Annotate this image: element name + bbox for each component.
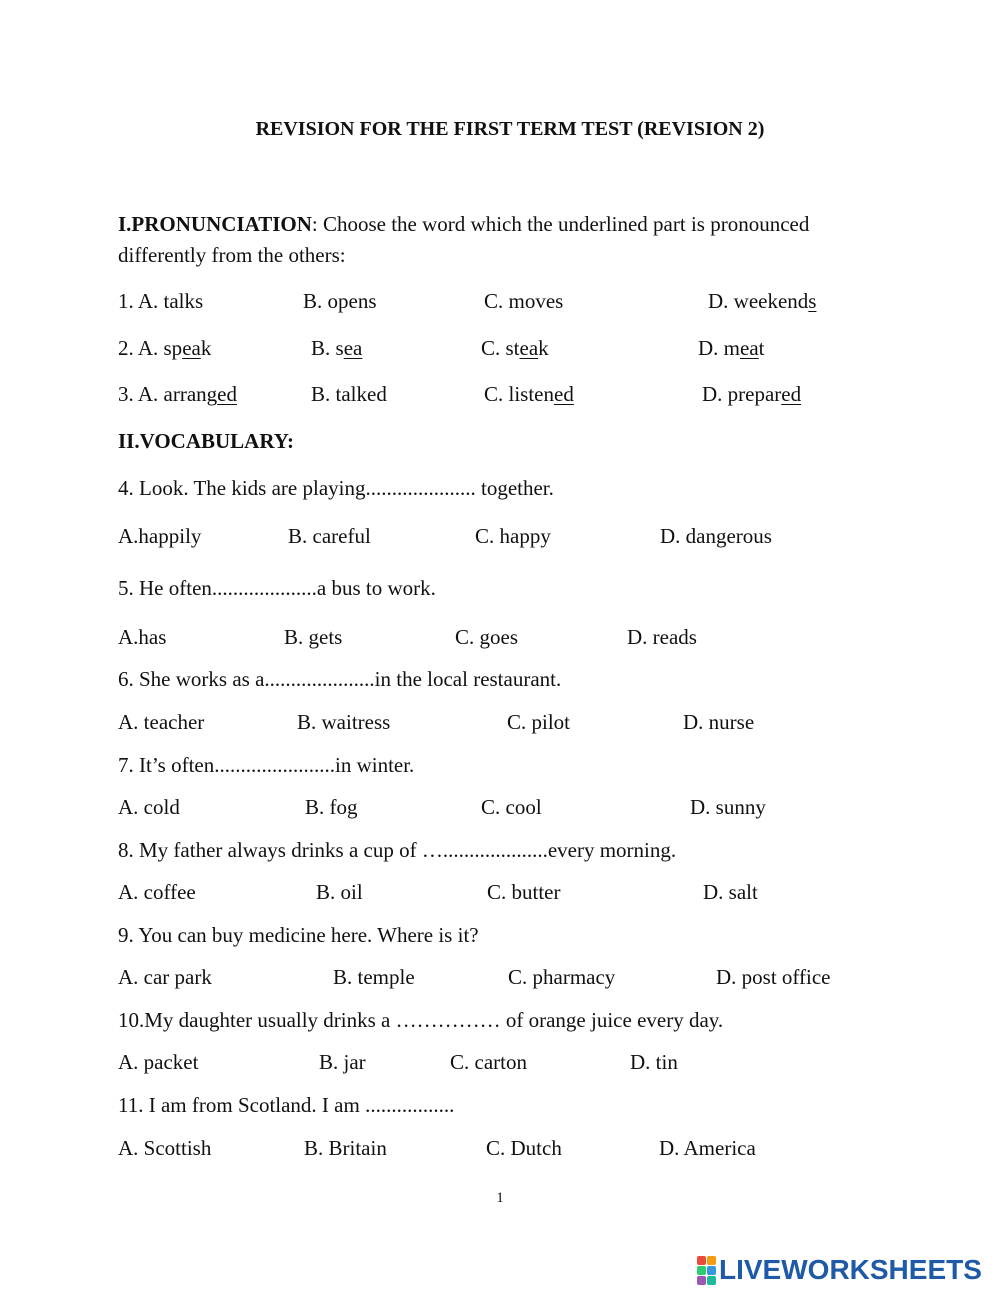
logo-block bbox=[697, 1256, 706, 1265]
q2-option-d bbox=[698, 335, 765, 361]
option-c: C. Dutch bbox=[486, 1136, 562, 1160]
logo-block bbox=[707, 1256, 716, 1265]
q3-option-b: B. talked bbox=[311, 382, 387, 406]
q2-a-underlined: ea bbox=[182, 336, 201, 360]
q3-a-underlined: ed bbox=[217, 382, 237, 406]
logo-block bbox=[697, 1276, 706, 1285]
q3-c-underlined: ed bbox=[554, 382, 574, 406]
q1-option-b: B. opens bbox=[303, 289, 377, 313]
option-d: D. reads bbox=[627, 625, 697, 649]
option-d: D. sunny bbox=[690, 795, 766, 819]
q2-b-underlined: ea bbox=[343, 336, 363, 360]
q2-c-underlined: ea bbox=[519, 336, 539, 360]
q3-option-c bbox=[484, 381, 574, 407]
page-number: 1 bbox=[496, 1190, 504, 1206]
option-a: A.has bbox=[118, 625, 167, 649]
option-a: A. car park bbox=[118, 965, 212, 989]
q2-a-post: k bbox=[200, 336, 212, 360]
pronunciation-heading: I.PRONUNCIATION bbox=[118, 212, 312, 236]
option-b: B. temple bbox=[333, 965, 415, 989]
pronunciation-instruction bbox=[118, 211, 809, 237]
q1-option-a: 1. A. talks bbox=[118, 289, 204, 313]
option-b: B. gets bbox=[284, 625, 343, 649]
page-title: REVISION FOR THE FIRST TERM TEST (REVISION 2) bbox=[255, 118, 765, 140]
q2-d-post: t bbox=[758, 336, 765, 360]
q2-option-c bbox=[481, 335, 549, 361]
option-c: C. butter bbox=[487, 880, 561, 904]
vocabulary-heading: II.VOCABULARY: bbox=[118, 429, 295, 453]
q3-d-pre: D. prepar bbox=[702, 382, 782, 406]
pronunciation-instruction-line2: differently from the others: bbox=[118, 243, 346, 267]
option-b: B. oil bbox=[316, 880, 363, 904]
option-a: A. coffee bbox=[118, 880, 196, 904]
question-stem: 9. You can buy medicine here. Where is it? bbox=[118, 923, 479, 947]
option-b: B. fog bbox=[305, 795, 358, 819]
pronunciation-instruction-line1: : Choose the word which the underlined part is pronounced bbox=[311, 212, 810, 236]
question-stem: 5. He often....................a bus to work. bbox=[118, 576, 436, 600]
question-stem: 7. It’s often.......................in winter. bbox=[118, 753, 415, 777]
q2-d-underlined: ea bbox=[740, 336, 759, 360]
option-b: B. Britain bbox=[304, 1136, 387, 1160]
q3-c-pre: C. listen bbox=[484, 382, 555, 406]
q1-option-d bbox=[708, 288, 816, 314]
option-c: C. cool bbox=[481, 795, 542, 819]
logo-block bbox=[707, 1266, 716, 1275]
q3-d-underlined: ed bbox=[781, 382, 802, 406]
q2-c-pre: C. st bbox=[481, 336, 520, 360]
option-a: A. packet bbox=[118, 1050, 199, 1074]
q1-d-text: D. weekend bbox=[708, 289, 809, 313]
option-a: A. teacher bbox=[118, 710, 205, 734]
option-a: A. Scottish bbox=[118, 1136, 212, 1160]
liveworksheets-logo-icon bbox=[697, 1256, 716, 1285]
option-d: D. post office bbox=[716, 965, 831, 989]
option-d: D. nurse bbox=[683, 710, 755, 734]
liveworksheets-brand[interactable] bbox=[697, 1255, 982, 1285]
option-d: D. salt bbox=[703, 880, 758, 904]
question-stem: 6. She works as a.....................in the local restaurant. bbox=[118, 667, 562, 691]
option-b: B. waitress bbox=[297, 710, 391, 734]
option-b: B. careful bbox=[288, 524, 371, 548]
q3-a-pre: 3. A. arrang bbox=[118, 382, 218, 406]
q1-option-c: C. moves bbox=[484, 289, 564, 313]
question-stem: 11. I am from Scotland. I am ................. bbox=[118, 1093, 455, 1117]
q2-d-pre: D. m bbox=[698, 336, 740, 360]
option-c: C. pharmacy bbox=[508, 965, 616, 989]
option-a: A.happily bbox=[118, 524, 202, 548]
option-c: C. carton bbox=[450, 1050, 527, 1074]
option-c: C. pilot bbox=[507, 710, 571, 734]
question-stem: 8. My father always drinks a cup of …....................every morning. bbox=[118, 838, 677, 862]
q1-d-underlined: s bbox=[808, 289, 817, 313]
q2-b-pre: B. s bbox=[311, 336, 344, 360]
option-d: D. dangerous bbox=[660, 524, 772, 548]
option-c: C. goes bbox=[455, 625, 518, 649]
logo-block bbox=[697, 1266, 706, 1275]
q3-option-a bbox=[118, 381, 237, 407]
option-d: D. tin bbox=[630, 1050, 678, 1074]
question-stem: 4. Look. The kids are playing..................... together. bbox=[118, 476, 554, 500]
q2-c-post: k bbox=[538, 336, 549, 360]
option-d: D. America bbox=[659, 1136, 756, 1160]
q2-option-b bbox=[311, 335, 362, 361]
option-a: A. cold bbox=[118, 795, 180, 819]
q3-option-d bbox=[702, 381, 801, 407]
logo-block bbox=[707, 1276, 716, 1285]
option-c: C. happy bbox=[475, 524, 551, 548]
q2-option-a bbox=[118, 335, 211, 361]
question-stem: 10.My daughter usually drinks a …………… of orange juice every day. bbox=[118, 1008, 724, 1032]
brand-name: LIVEWORKSHEETS bbox=[719, 1254, 982, 1285]
q2-a-pre: 2. A. sp bbox=[118, 336, 183, 360]
option-b: B. jar bbox=[319, 1050, 366, 1074]
